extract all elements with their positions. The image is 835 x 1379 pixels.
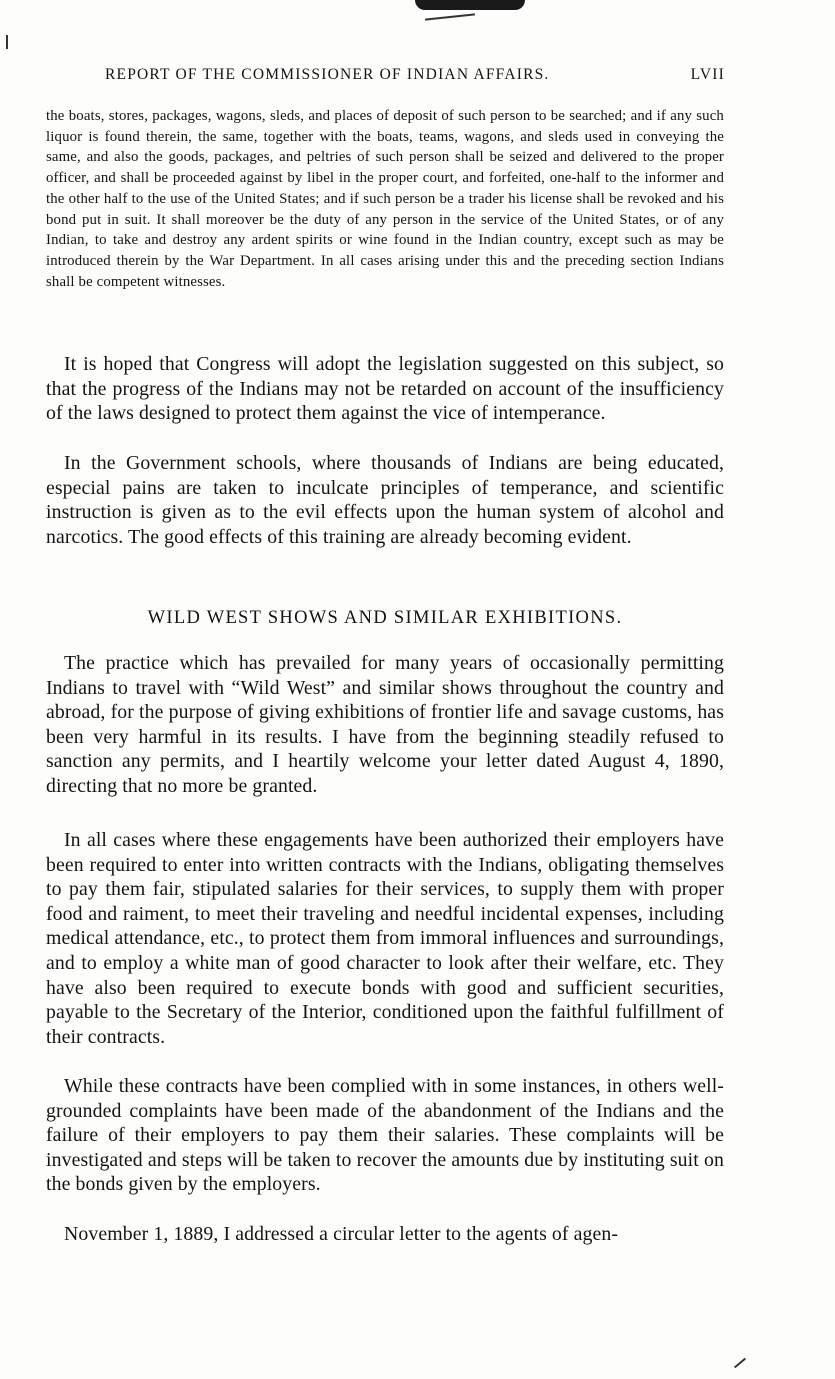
scan-artifact-line — [425, 13, 475, 20]
scan-artifact-corner-mark — [734, 1358, 746, 1369]
statute-quote-block: the boats, stores, packages, wagons, sleds, and places of deposit of such person to be searched; and if any such liquor is found therein, the same, together with the boats, teams, wagons, and sleds used in conveying the same, and also the goods, packages, and peltries of such person shall be seized and delivered to the proper officer, and shall be proceeded against by libel in the proper court, and forfeited, one-half to the informer and the other half to the use of the United States; and if such person be a trader his license shall be revoked and his bond put in suit. It shall moreover be the duty of any person in the service of the United States, or of any Indian, to take and destroy any ardent spirits or wine found in the Indian country, except such as may be introduced therein by the War Department. In all cases arising under this and the preceding section Indians shall be competent witnesses. — [46, 108, 724, 290]
paragraph-wild-west-practice: The practice which has prevailed for many years of occasionally permitting Indians to travel with “Wild West” and similar shows throughout the country and abroad, for the purpose of giving exhibitions of frontier life and savage customs, has been very harmful in its results. I have from the beginning steadily refused to sanction any permits, and I heartily welcome your letter dated August 4, 1890, directing that no more be granted. — [46, 652, 724, 797]
running-header — [45, 66, 725, 88]
running-header-title: REPORT OF THE COMMISSIONER OF INDIAN AFFAIRS. — [105, 66, 550, 83]
paragraph-government-schools: In the Government schools, where thousands of Indians are being educated, especial pains are taken to inculcate principles of temperance, and scientific instruction is given as to the evil effects upon the human system of alcohol and narcotics. The good effects of this training are already becoming evident. — [46, 452, 724, 548]
scan-artifact-top — [415, 0, 525, 10]
section-heading: WILD WEST SHOWS AND SIMILAR EXHIBITIONS. — [147, 608, 623, 628]
page-number: LVII — [690, 66, 725, 83]
paragraph-legislation-hope: It is hoped that Congress will adopt the legislation suggested on this subject, so that the progress of the Indians may not be retarded on account of the insufficiency of the laws designed to protect them against the vice of intemperance. — [46, 353, 724, 425]
paragraph-contracts-requirements: In all cases where these engagements have been authorized their employers have been required to enter into written contracts with the Indians, obligating themselves to pay them fair, stipulated salaries for their services, to supply them with proper food and raiment, to meet their traveling and needful incidental expenses, including medical attendance, etc., to protect them from immoral influences and surroundings, and to employ a white man of good character to look after their welfare, etc. They have also been required to execute bonds with good and sufficient securities, payable to the Secretary of the Interior, conditioned upon the faithful fulfillment of their contracts. — [46, 829, 724, 1048]
paragraph-circular-letter: November 1, 1889, I addressed a circular letter to the agents of agen- — [64, 1223, 619, 1245]
paragraph-complaints: While these contracts have been complied with in some instances, in others well-grounded complaints have been made of the abandonment of the Indians and the failure of their employers to pay them their salaries. These complaints will be investigated and steps will be taken to recover the amounts due by instituting suit on the bonds given by the employers. — [46, 1075, 724, 1196]
scan-artifact-left-mark — [6, 35, 8, 49]
